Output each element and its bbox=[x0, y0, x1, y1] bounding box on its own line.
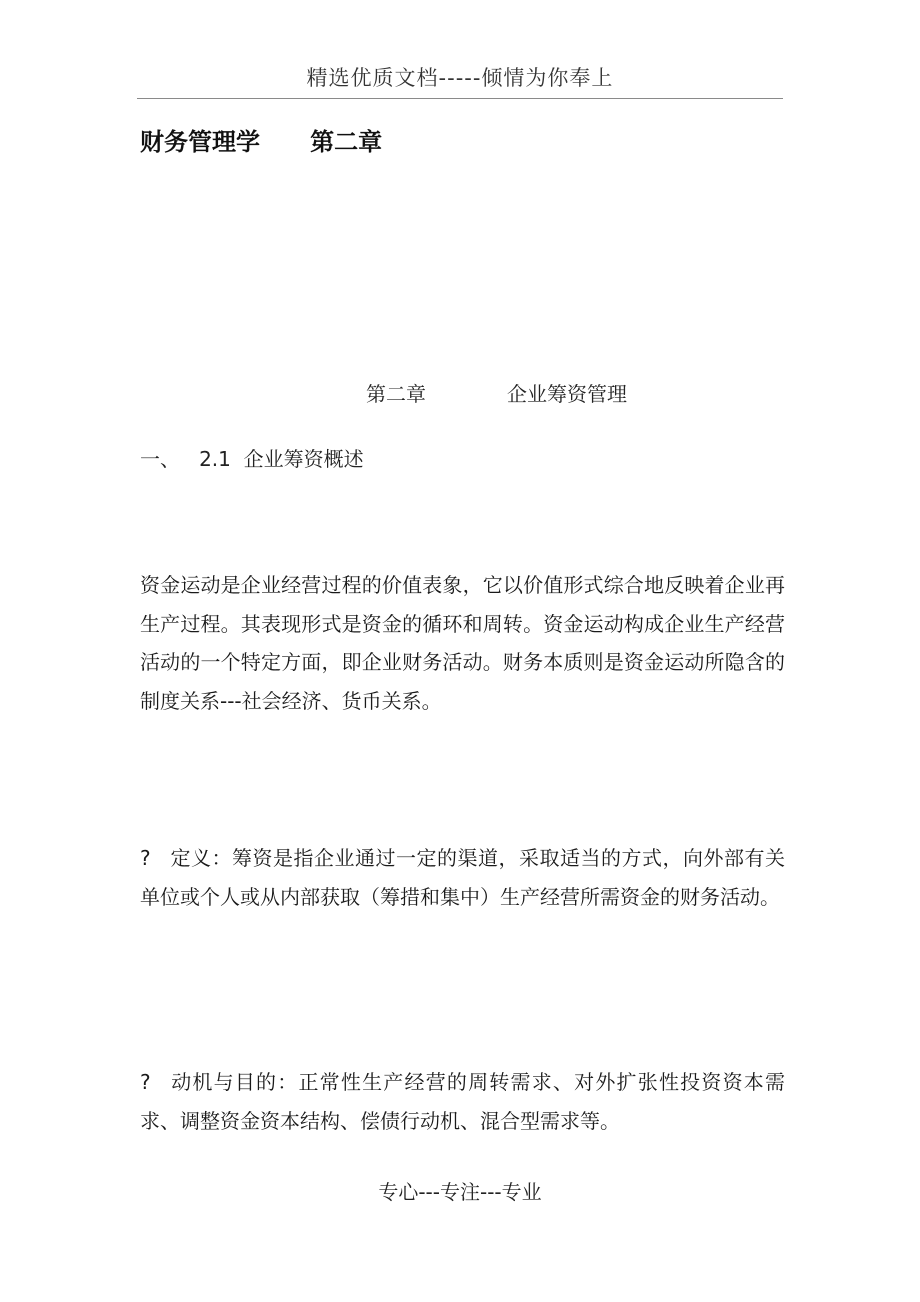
section-number: 2.1 bbox=[199, 447, 231, 471]
document-subject: 财务管理学 bbox=[140, 128, 260, 156]
definition-paragraph bbox=[140, 839, 785, 916]
motive-bullet: ? bbox=[140, 1070, 151, 1094]
motive-paragraph bbox=[140, 1063, 785, 1140]
header-divider bbox=[137, 98, 783, 99]
section-marker: 一、 bbox=[140, 447, 180, 471]
chapter-number: 第二章 bbox=[366, 382, 426, 406]
definition-bullet: ? bbox=[140, 846, 151, 870]
chapter-title: 企业筹资管理 bbox=[507, 382, 627, 406]
page-footer: 专心---专注---专业 bbox=[378, 1180, 542, 1204]
intro-paragraph: 资金运动是企业经营过程的价值表象，它以价值形式综合地反映着企业再生产过程。其表现形式是资金的循环和周转。资金运动构成企业生产经营活动的一个特定方面，即企业财务活动。财务本质则是资金运动所隐含的制度关系---社会经济、货币关系。 bbox=[140, 573, 785, 713]
document-chapter: 第二章 bbox=[310, 128, 383, 156]
page-header: 精选优质文档-----倾情为你奉上 bbox=[306, 66, 614, 90]
motive-text: 动机与目的：正常性生产经营的周转需求、对外扩张性投资资本需求、调整资金资本结构、偿债行动机、混合型需求等。 bbox=[140, 1070, 785, 1133]
section-title: 企业筹资概述 bbox=[243, 447, 364, 471]
document-title bbox=[140, 122, 382, 157]
section-heading bbox=[140, 443, 364, 472]
definition-text: 定义：筹资是指企业通过一定的渠道，采取适当的方式，向外部有关单位或个人或从内部获取（筹措和集中）生产经营所需资金的财务活动。 bbox=[140, 846, 785, 909]
